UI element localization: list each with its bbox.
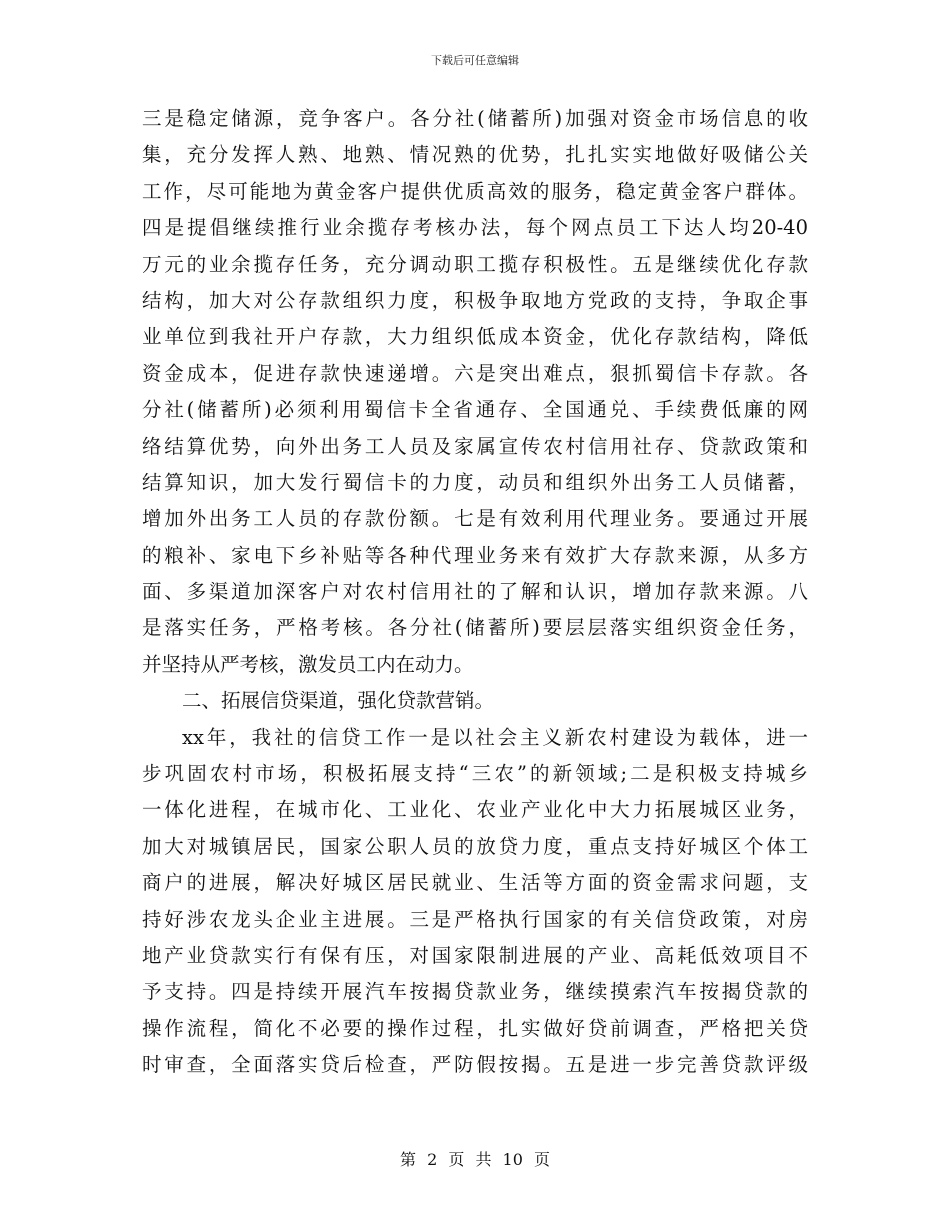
body-line-8: 资金成本，促进存款快速递增。六是突出难点，狠抓蜀信卡存款。各 — [142, 361, 808, 385]
body-line-16: 并坚持从严考核，激发员工内在动力。 — [142, 652, 474, 676]
body-line-19: 步巩固农村市场，积极拓展支持“三农”的新领域;二是积极支持城乡 — [142, 762, 808, 786]
body-line-26: 操作流程，简化不必要的操作过程，扎实做好贷前调查，严格把关贷 — [142, 1016, 808, 1040]
body-line-2: 集，充分发挥人熟、地熟、情况熟的优势，扎扎实实地做好吸储公关 — [142, 143, 808, 167]
body-line-25: 予支持。四是持续开展汽车按揭贷款业务，继续摸索汽车按揭贷款的 — [142, 980, 808, 1004]
body-line-21: 加大对城镇居民，国家公职人员的放贷力度，重点支持好城区个体工 — [142, 834, 808, 858]
document-body — [142, 101, 808, 1084]
body-line-24: 地产业贷款实行有保有压，对国家限制进展的产业、高耗低效项目不 — [142, 943, 808, 967]
body-line-4: 四是提倡继续推行业余揽存考核办法，每个网点员工下达人均20-40 — [142, 216, 808, 240]
body-line-9: 分社(储蓄所)必须利用蜀信卡全省通存、全国通兑、手续费低廉的网 — [142, 398, 808, 422]
page-header-note: 下载后可任意编辑 — [431, 54, 519, 67]
body-line-12: 增加外出务工人员的存款份额。七是有效利用代理业务。要通过开展 — [142, 507, 808, 531]
body-line-11: 结算知识，加大发行蜀信卡的力度，动员和组织外出务工人员储蓄， — [142, 470, 808, 494]
body-line-5: 万元的业余揽存任务，充分调动职工揽存积极性。五是继续优化存款 — [142, 252, 808, 276]
page-number: 第 2 页 共 10 页 — [400, 1150, 550, 1169]
body-line-7: 业单位到我社开户存款，大力组织低成本资金，优化存款结构，降低 — [142, 325, 808, 349]
body-line-14: 面、多渠道加深客户对农村信用社的了解和认识，增加存款来源。八 — [142, 580, 808, 604]
body-line-10: 络结算优势，向外出务工人员及家属宣传农村信用社存、贷款政策和 — [142, 434, 808, 458]
body-line-22: 商户的进展，解决好城区居民就业、生活等方面的资金需求问题，支 — [142, 871, 808, 895]
body-line-1: 三是稳定储源，竞争客户。各分社(储蓄所)加强对资金市场信息的收 — [142, 107, 808, 130]
body-line-3: 工作，尽可能地为黄金客户提供优质高效的服务，稳定黄金客户群体。 — [142, 179, 808, 203]
section-heading: 二、拓展信贷渠道，强化贷款营销。 — [182, 689, 495, 713]
body-line-6: 结构，加大对公存款组织力度，积极争取地方党政的支持，争取企事 — [142, 288, 808, 312]
body-line-20: 一体化进程，在城市化、工业化、农业产业化中大力拓展城区业务， — [142, 798, 808, 822]
body-line-15: 是落实任务，严格考核。各分社(储蓄所)要层层落实组织资金任务， — [142, 616, 808, 640]
body-line-13: 的粮补、家电下乡补贴等各种代理业务来有效扩大存款来源，从多方 — [142, 543, 808, 567]
body-line-18: xx年，我社的信贷工作一是以社会主义新农村建设为载体，进一 — [182, 725, 808, 749]
body-line-27: 时审查，全面落实贷后检查，严防假按揭。五是进一步完善贷款评级 — [142, 1053, 808, 1077]
body-line-23: 持好涉农龙头企业主进展。三是严格执行国家的有关信贷政策，对房 — [142, 907, 808, 931]
